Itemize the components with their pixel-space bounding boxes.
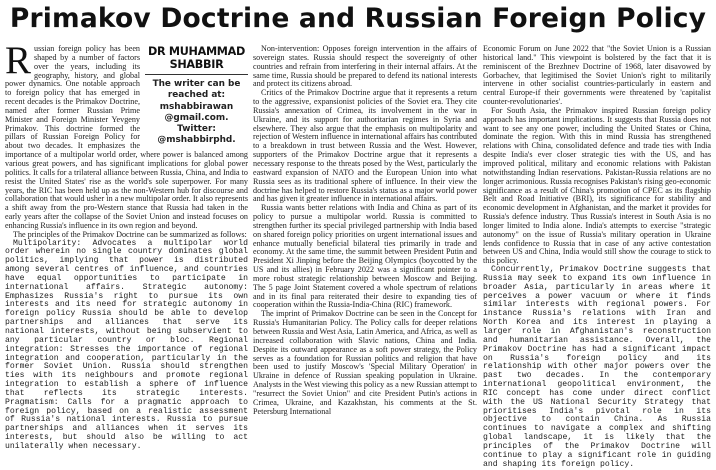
paragraph: The principles of the Primakov Doctrine can be summarized as follows: — [13, 229, 247, 239]
paragraph: For South Asia, the Primakov inspired Russian foreign policy approach has important implications. It suggests that Russia does not want to see any one power, including the United States or China, dominate the region. With this in mind Russia has strengthened relations with China, consolidated defence and trade ties with India despite India's ever closer strategic ties with the US, and has improved political, military and economic relations with Pakistan notwithstanding Indian reservations. Pakistan-Russia relations are no longer acrimonious. Russia recognises Pakistan's rising geo-economic significance as a result of China's promotion of CPEC as its flagship Belt and Road Initiative (BRI), its significance for stability and economic development in Afghanistan, and the market it provides for Russia's defence industry. Thus Russia's interest in South Asia is no longer limited to India alone. India's attempts to exercise "strategic autonomy" on the issue of Russia's military operation in Ukraine lends confidence to Russia that in case of any active contestation between US and China, India would still show the courage to stick to this policy. — [483, 105, 711, 266]
contact-line: @gmail.com. Twitter: — [164, 112, 229, 135]
paragraph: Multipolarity: Advocates a multipolar world order wherein no single country dominates global politics, implying that power is distributed among several centres of influence, and countries have equal opportunities to participate in international affairs. Strategic autonomy: Emphasizes Russia's right to pursue its own interests and its need for strategic autonomy in foreign policy Russia should be able to develop partnerships and alliances that serve its national interests, without being subservient to any particular country or bloc. Regional integration: Stresses the importance of regional integration and cooperation, particularly in the former Soviet Union. Russia should strengthen ties with its neighbours and promote regional integration to establish a sphere of influence that reflects its strategic interests. Pragmatism: Calls for a pragmatic approach to foreign policy, based on a realistic assessment of Russia's national interests. Russia to pursue partnerships and alliances when it serves its interests, but should also be willing to act unilaterally when necessary. — [5, 238, 248, 451]
contact-line: reached at: — [167, 90, 226, 101]
paragraph: The imprint of Primakov Doctrine can be seen in the Concept for Russia's Humanitarian Policy. The Policy calls for deeper relations between Russia and West Asia, Latin America, and Africa, as well as increased collaboration with Slavic nations, China and India. Despite its outward appearance as a soft power strategy, the Policy serves as a foundation for Russian politics and religion that have been used to justify Moscow's 'Special Military Operation' in Ukraine in defence of Russian speaking population in Ukraine. Analysts in the West viewing this policy as a new Russian attempt to "resurrect the Soviet Union" and cite President Putin's actions in Crimea, Ukraine, and Kazakhstan, his comments at the St. Petersburg International — [253, 309, 477, 416]
contact-line: @mshabbirphd. — [157, 135, 236, 146]
paragraph: Concurrently, Primakov Doctrine suggests that Russia may seek to expand its own influence in broader Asia, particularly in areas where it perceives a power vacuum or where it finds similar interests with regional powers. For instance Russia's relations with Iran and North Korea and its interest in playing a larger role in Afghanistan's reconstruction and humanitarian assistance. Overall, the Primakov Doctrine has had a significant impact on Russia's foreign policy and its relationship with other major powers over the past two decades. In the contemporary international geopolitical environment, the RIC concept has come under direct conflict with the US National Security Strategy that prioritises India's pivotal role in its objective to contain China. As Russia continues to navigate a complex and shifting global landscape, it is likely that the principles of the Primakov Doctrine will continue to play a significant role in guiding and shaping its foreign policy. — [483, 265, 711, 469]
byline-box — [145, 45, 248, 147]
paragraph: ussian foreign policy has been shaped by a number of factors over the years, including its geography, history, and global power dynamics. One notable approach to foreign policy that has emerged in recent decades is the Primakov Doctrine, named after former Russian Prime Minister and Foreign Minister Yevgeny Primakov. This doctrine formed the pillars of Russian Foreign Policy for about two decades. It emphasizes the importance of a multipolar world order, where power is balanced among various great powers, and has significant implications for global power politics. It calls for a trilateral alliance between Russia, China, and India to resist the United States' rise as the world's sole superpower. For many years, the RIC has been held up as the non-Western hub for discourse and collaboration that would usher in a new multipolar order. It also represents a shift away from the pro-Western stance that Russia had taken in the early years after the collapse of the Soviet Union and instead focuses on enhancing Russia's influence in its own region and beyond. — [5, 44, 248, 230]
column-3 — [483, 44, 711, 469]
author-name: DR MUHAMMAD SHABBIR — [145, 45, 248, 75]
paragraph: Russia wants better relations with India and China as part of its policy to pursue a multipolar world. Russia is committed to strengthen further its special privileged partnership with India based on shared foreign policy priorities on urgent international issues and enhance mutually beneficial bilateral ties primarily in trade and economy. At the same time, the summit between President Putin and President Xi Jinping before the Beijing Olympics (boycotted by the US and its allies) in February 2022 was a significant pointer to a more robust strategic relationship between Moscow and Beijing. The 5 page Joint Statement covered a whole spectrum of relations and in its final para reiterated their desire to expanding ties of cooperation within the Russia-India-China (RIC) framework. — [253, 203, 477, 310]
column-1 — [5, 39, 248, 461]
drop-cap: R — [5, 39, 32, 82]
headline: Primakov Doctrine and Russian Foreign Policy — [9, 3, 707, 34]
paragraph: Critics of the Primakov Doctrine argue that it represents a return to the aggressive, expansionist policies of the Soviet era. They cite Russia's annexation of Crimea, its involvement in the war in Ukraine, and its support for authoritarian regimes in Syria and elsewhere. They also argue that the emphasis on multipolarity and rejection of Western influence in international affairs has contributed to a breakdown in trust between Russia and the West. However, supporters of the Primakov Doctrine argue that it represents a necessary response to the threats posed by the West, particularly the eastward expansion of NATO and the European Union into what Russia sees as its traditional sphere of influence. In their view the doctrine has helped to restore Russia's status as a major world power and has given it greater influence in international affairs. — [253, 88, 477, 204]
paragraph: Economic Forum on June 2022 that "the Soviet Union is a Russian historical land." This viewpoint is bolstered by the fact that it is reminiscent of the Brezhnev Doctrine of 1968, later disavowed by Gorbachev, that legitimised the Soviet Union's right to militarily intervene in other socialist countries-particularly in eastern and central Europe-if their governments were threatened by 'capitalist counter-revolutionaries'. — [483, 44, 711, 107]
author-contact — [145, 79, 248, 147]
contact-line: The writer can be — [152, 79, 241, 89]
column-2 — [253, 45, 477, 461]
contact-line: mshabbirawan — [159, 101, 234, 112]
paragraph: Non-intervention: Opposes foreign intervention in the affairs of sovereign states. Russia should respect the sovereignty of other countries and refrain from interfering in their internal affairs. At the same time, Russia should be prepared to defend its national interests and protect its citizens abroad. — [253, 44, 477, 89]
